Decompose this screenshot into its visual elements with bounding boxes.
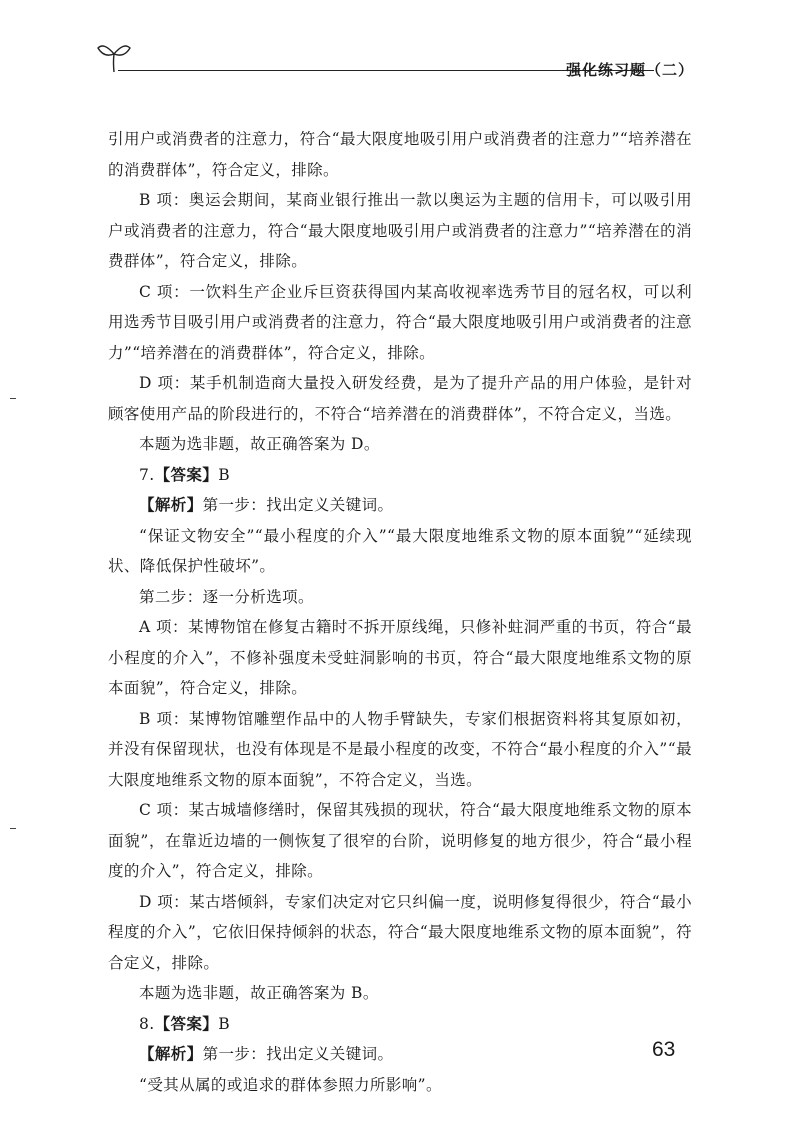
question-number: 8.	[139, 1014, 155, 1033]
paragraph: B 项：某博物馆雕塑作品中的人物手臂缺失，专家们根据资料将其复原如初，并没有保留现状，也没有体现是不是最小程度的改变，不符合“最小程度的介入”“最大限度地维系文物的原本面貌”，不符合定义，当选。	[108, 709, 692, 789]
analysis-step: 第一步：找出定义关键词。	[202, 1045, 394, 1063]
margin-mark	[10, 828, 16, 829]
paragraph: 引用户或消费者的注意力，符合“最大限度地吸引用户或消费者的注意力”“培养潜在的消费群体”，符合定义，排除。	[108, 130, 692, 179]
conclusion-text: 本题为选非题，故正确答案为 D。	[139, 435, 380, 453]
answer-value: B	[218, 465, 230, 484]
conclusion-text: 本题为选非题，故正确答案为 B。	[139, 984, 379, 1002]
paragraph: A 项：某博物馆在修复古籍时不拆开原线绳，只修补蛀洞严重的书页，符合“最小程度的介入”，不修补强度未受蛀洞影响的书页，符合“最大限度地维系文物的原本面貌”，符合定义，排除。	[108, 618, 692, 697]
answer-label: 【答案】	[154, 464, 219, 484]
paragraph: C 项：一饮料生产企业斥巨资获得国内某高收视率选秀节目的冠名权，可以利用选秀节目吸引用户或消费者的注意力，符合“最大限度地吸引用户或消费者的注意力”“培养潜在的消费群体”，符合定义，排除。	[108, 282, 692, 362]
analysis-label: 【解析】	[139, 495, 203, 514]
analysis-line	[108, 490, 692, 521]
margin-mark	[10, 398, 16, 399]
analysis-line	[108, 1039, 692, 1070]
paragraph: “受其从属的或追求的群体参照力所影响”。	[139, 1075, 442, 1094]
paragraph: D 项：某古塔倾斜，专家们决定对它只纠偏一度，说明修复得很少，符合“最小程度的介入”，它依旧保持倾斜的状态，符合“最大限度地维系文物的原本面貌”，符合定义，排除。	[108, 892, 692, 972]
paragraph: D 项：某手机制造商大量投入研发经费，是为了提升产品的用户体验，是针对顾客使用产品的阶段进行的，不符合“培养潜在的消费群体”，不符合定义，当选。	[108, 374, 692, 423]
page-number: 63	[652, 1038, 676, 1061]
paragraph: C 项：某古城墙修缮时，保留其残损的现状，符合“最大限度地维系文物的原本面貌”，在靠近边墙的一侧恢复了很窄的台阶，说明修复的地方很少，符合“最小程度的介入”，符合定义，排除。	[108, 801, 692, 880]
answer-line	[108, 1009, 692, 1040]
answer-label: 【答案】	[154, 1013, 219, 1033]
paragraph: 第二步：逐一分析选项。	[139, 587, 314, 606]
question-number: 7.	[139, 465, 155, 484]
header-title: 强化练习题（二）	[565, 61, 694, 79]
answer-line	[108, 460, 692, 491]
page-header	[96, 36, 696, 79]
analysis-label: 【解析】	[139, 1044, 203, 1063]
paragraph: “保证文物安全”“最小程度的介入”“最大限度地维系文物的原本面貌”“延续现状、降低保护性破坏”。	[108, 526, 692, 575]
analysis-step: 第一步：找出定义关键词。	[202, 496, 394, 514]
answer-value: B	[218, 1014, 230, 1033]
paragraph: B 项：奥运会期间，某商业银行推出一款以奥运为主题的信用卡，可以吸引用户或消费者的注意力，符合“最大限度地吸引用户或消费者的注意力”“培养潜在的消费群体”，符合定义，排除。	[108, 191, 692, 270]
page-body	[108, 124, 692, 1100]
